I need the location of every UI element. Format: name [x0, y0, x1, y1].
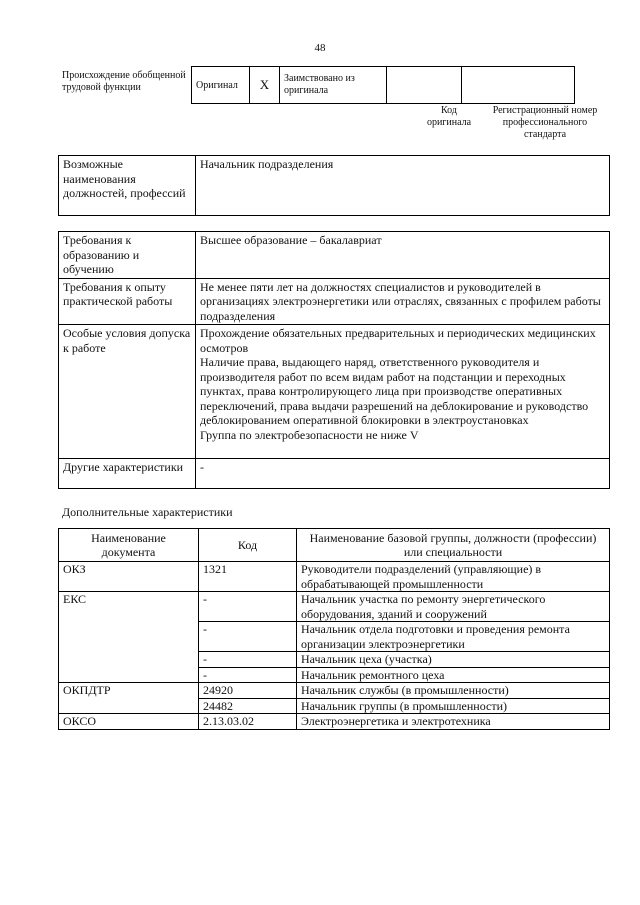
- original-mark: X: [250, 67, 280, 104]
- requirement-label: Особые условия допуска к работе: [59, 325, 196, 459]
- requirements-table: [58, 231, 610, 489]
- requirement-label: Другие характеристики: [59, 459, 196, 489]
- requirement-label: Требования к опыту практической работы: [59, 278, 196, 325]
- table-row-code: -: [199, 652, 297, 668]
- origin-label: Происхождение обобщенной трудовой функции: [62, 70, 186, 93]
- additional-title: Дополнительные характеристики: [62, 505, 233, 519]
- table-row-doc: [59, 698, 199, 714]
- table-row-name: Электроэнергетика и электротехника: [297, 714, 610, 730]
- header-document: Наименование документа: [59, 529, 199, 562]
- origin-table: [191, 66, 575, 104]
- header-name: Наименование базовой группы, должности (профессии) или специальности: [297, 529, 610, 562]
- requirement-value: Не менее пяти лет на должностях специалистов и руководителей в организациях электроэнергетики или отраслях, связанных с профилем работы подразделения: [196, 278, 610, 325]
- page-number: 48: [314, 42, 326, 54]
- table-row-code: 24920: [199, 683, 297, 699]
- original-code-cell: [387, 67, 462, 104]
- table-row-doc: ЕКС: [59, 592, 199, 622]
- table-row-name: Начальник ремонтного цеха: [297, 667, 610, 683]
- header-code: Код: [199, 529, 297, 562]
- table-row-doc: ОКСО: [59, 714, 199, 730]
- registration-number-cell: [462, 67, 575, 104]
- table-row-code: 1321: [199, 562, 297, 592]
- table-row-doc: [59, 652, 199, 668]
- requirement-value: -: [196, 459, 610, 489]
- table-row-name: Начальник группы (в промышленности): [297, 698, 610, 714]
- original-label: Оригинал: [192, 67, 250, 104]
- positions-value: Начальник подразделения: [196, 156, 610, 216]
- table-row-code: -: [199, 622, 297, 652]
- table-row-name: Руководители подразделений (управляющие) в обрабатывающей промышленности: [297, 562, 610, 592]
- positions-table: [58, 155, 610, 216]
- code-caption: Код оригинала: [426, 105, 472, 128]
- additional-table: [58, 528, 610, 730]
- borrowed-label: Заимствовано из оригинала: [280, 67, 387, 104]
- table-row-doc: [59, 667, 199, 683]
- table-row-name: Начальник участка по ремонту энергетического оборудования, зданий и сооружений: [297, 592, 610, 622]
- positions-label: Возможные наименования должностей, профессий: [59, 156, 196, 216]
- table-row-code: 24482: [199, 698, 297, 714]
- table-row-doc: ОКЗ: [59, 562, 199, 592]
- table-row-code: 2.13.03.02: [199, 714, 297, 730]
- table-row-code: -: [199, 667, 297, 683]
- table-row-doc: ОКПДТР: [59, 683, 199, 699]
- requirement-label: Требования к образованию и обучению: [59, 232, 196, 279]
- table-row-name: Начальник службы (в промышленности): [297, 683, 610, 699]
- table-row-code: -: [199, 592, 297, 622]
- table-row-name: Начальник цеха (участка): [297, 652, 610, 668]
- requirement-value: Высшее образование – бакалавриат: [196, 232, 610, 279]
- registration-caption: Регистрационный номер профессионального стандарта: [492, 105, 598, 140]
- requirement-value: Прохождение обязательных предварительных и периодических медицинских осмотров Наличие права, выдающего наряд, ответственного руководителя и производителя работ по всем видам работ на подстанции и переходных пунктах, права контролирующего лица при производстве оперативных переключений, права выдачи разрешений на деблокирование и руководство деблокированием оперативной блокировки в электроустановках Группа по электробезопасности не ниже V: [196, 325, 610, 459]
- table-row-name: Начальник отдела подготовки и проведения ремонта организации электроэнергетики: [297, 622, 610, 652]
- table-row-doc: [59, 622, 199, 652]
